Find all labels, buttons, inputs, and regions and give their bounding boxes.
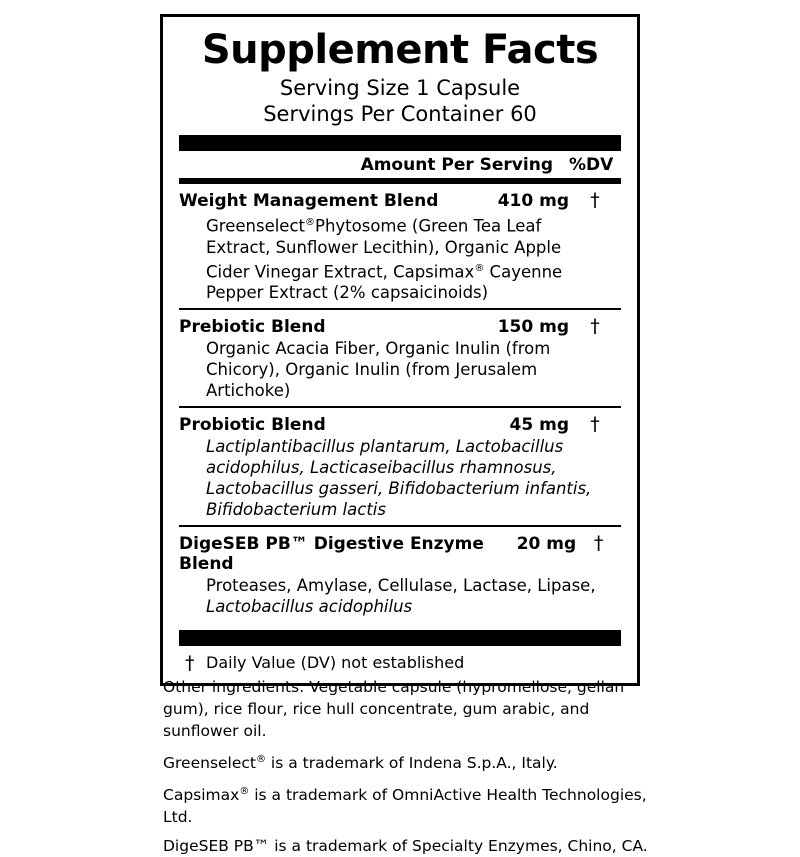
nutrient-header bbox=[179, 413, 621, 435]
digeseb-trademark-line: DigeSEB PB™ is a trademark of Specialty Enzymes, Chino, CA. bbox=[163, 837, 648, 856]
servings-per-container-value: 60 bbox=[510, 102, 537, 126]
nutrient-header bbox=[179, 315, 621, 337]
nutrient-block bbox=[179, 527, 621, 622]
other-ingredients-section bbox=[163, 676, 663, 857]
nutrient-name: Weight Management Blend bbox=[179, 191, 439, 211]
nutrient-name: DigeSEB PB™ Digestive Enzyme Blend bbox=[179, 534, 484, 574]
nutrient-name: Probiotic Blend bbox=[179, 415, 326, 435]
page-title: Supplement Facts bbox=[201, 27, 599, 73]
greenselect-mark: Greenselect bbox=[206, 216, 305, 236]
servings-per-container-label: Servings Per Container bbox=[263, 102, 504, 126]
registered-icon: ® bbox=[239, 786, 250, 798]
nutrient-name: Prebiotic Blend bbox=[179, 317, 326, 337]
greenselect-name: Greenselect bbox=[163, 754, 256, 773]
column-headers bbox=[179, 151, 621, 178]
nutrient-header bbox=[179, 532, 621, 574]
nutrient-block bbox=[179, 310, 621, 406]
nutrient-block bbox=[179, 184, 621, 308]
greenselect-trademark-text: is a trademark of Indena S.p.A., Italy. bbox=[266, 754, 558, 773]
nutrient-ingredients: Organic Acacia Fiber, Organic Inulin (from Chicory), Organic Inulin (from Jerusalem Artichoke) bbox=[206, 339, 551, 400]
enzyme-list-italic: Lactobacillus acidophilus bbox=[206, 597, 413, 616]
capsimax-name: Capsimax bbox=[163, 786, 240, 805]
nutrient-block bbox=[179, 408, 621, 525]
serving-size-line: Serving Size 1 Capsule bbox=[279, 76, 521, 100]
nutrient-dv: † bbox=[593, 532, 604, 554]
nutrient-amount: 45 mg bbox=[509, 415, 569, 435]
capsimax-trademark-text: is a trademark of OmniActive Health Technologies, Ltd. bbox=[163, 786, 647, 827]
registered-icon: ® bbox=[305, 217, 315, 228]
other-ingredients-line: Other ingredients: Vegetable capsule (hypromellose, gellan gum), rice flour, rice hull concentrate, gum arabic, and sunflower oil. bbox=[163, 678, 625, 740]
servings-per-container-line bbox=[179, 101, 621, 127]
bottom-divider-bar bbox=[179, 630, 621, 646]
nutrient-amount: 410 mg bbox=[497, 191, 569, 211]
registered-icon: ® bbox=[256, 754, 266, 765]
nutrient-header bbox=[179, 189, 621, 211]
amount-per-serving-header: Amount Per Serving bbox=[360, 155, 553, 175]
nutrient-amount: 20 mg bbox=[516, 534, 577, 554]
greenselect-trademark-line bbox=[163, 749, 663, 774]
nutrient-dv: † bbox=[590, 315, 600, 337]
nutrient-amount: 150 mg bbox=[497, 317, 569, 337]
footnote bbox=[179, 646, 621, 673]
nutrient-dv: † bbox=[590, 413, 600, 435]
dv-header: %DV bbox=[569, 155, 614, 175]
nutrient-ingredients-suffix: Cayenne Pepper Extract (2% capsaicinoids) bbox=[206, 262, 563, 302]
nutrient-ingredients bbox=[179, 574, 621, 617]
top-divider-bar bbox=[179, 135, 621, 151]
nutrient-ingredients bbox=[179, 211, 621, 303]
capsimax-trademark-line bbox=[163, 781, 663, 828]
nutrient-ingredients: Lactiplantibacillus plantarum, Lactobacillus acidophilus, Lacticaseibacillus rhamnosus, Lactobacillus gasseri, Bifidobacterium infantis, Bifidobacterium lactis bbox=[206, 437, 592, 519]
supplement-facts-panel bbox=[160, 14, 640, 686]
nutrient-ingredients-main: Phytosome (Green Tea Leaf Extract, Sunflower Lecithin), Organic Apple Cider Vinegar Extract, Capsimax bbox=[206, 216, 562, 281]
dagger-icon: † bbox=[185, 652, 195, 674]
enzyme-list: Proteases, Amylase, Cellulase, Lactase, Lipase, bbox=[206, 576, 596, 595]
registered-icon: ® bbox=[474, 262, 485, 274]
nutrient-dv: † bbox=[590, 189, 600, 211]
footnote-text: Daily Value (DV) not established bbox=[206, 653, 465, 672]
